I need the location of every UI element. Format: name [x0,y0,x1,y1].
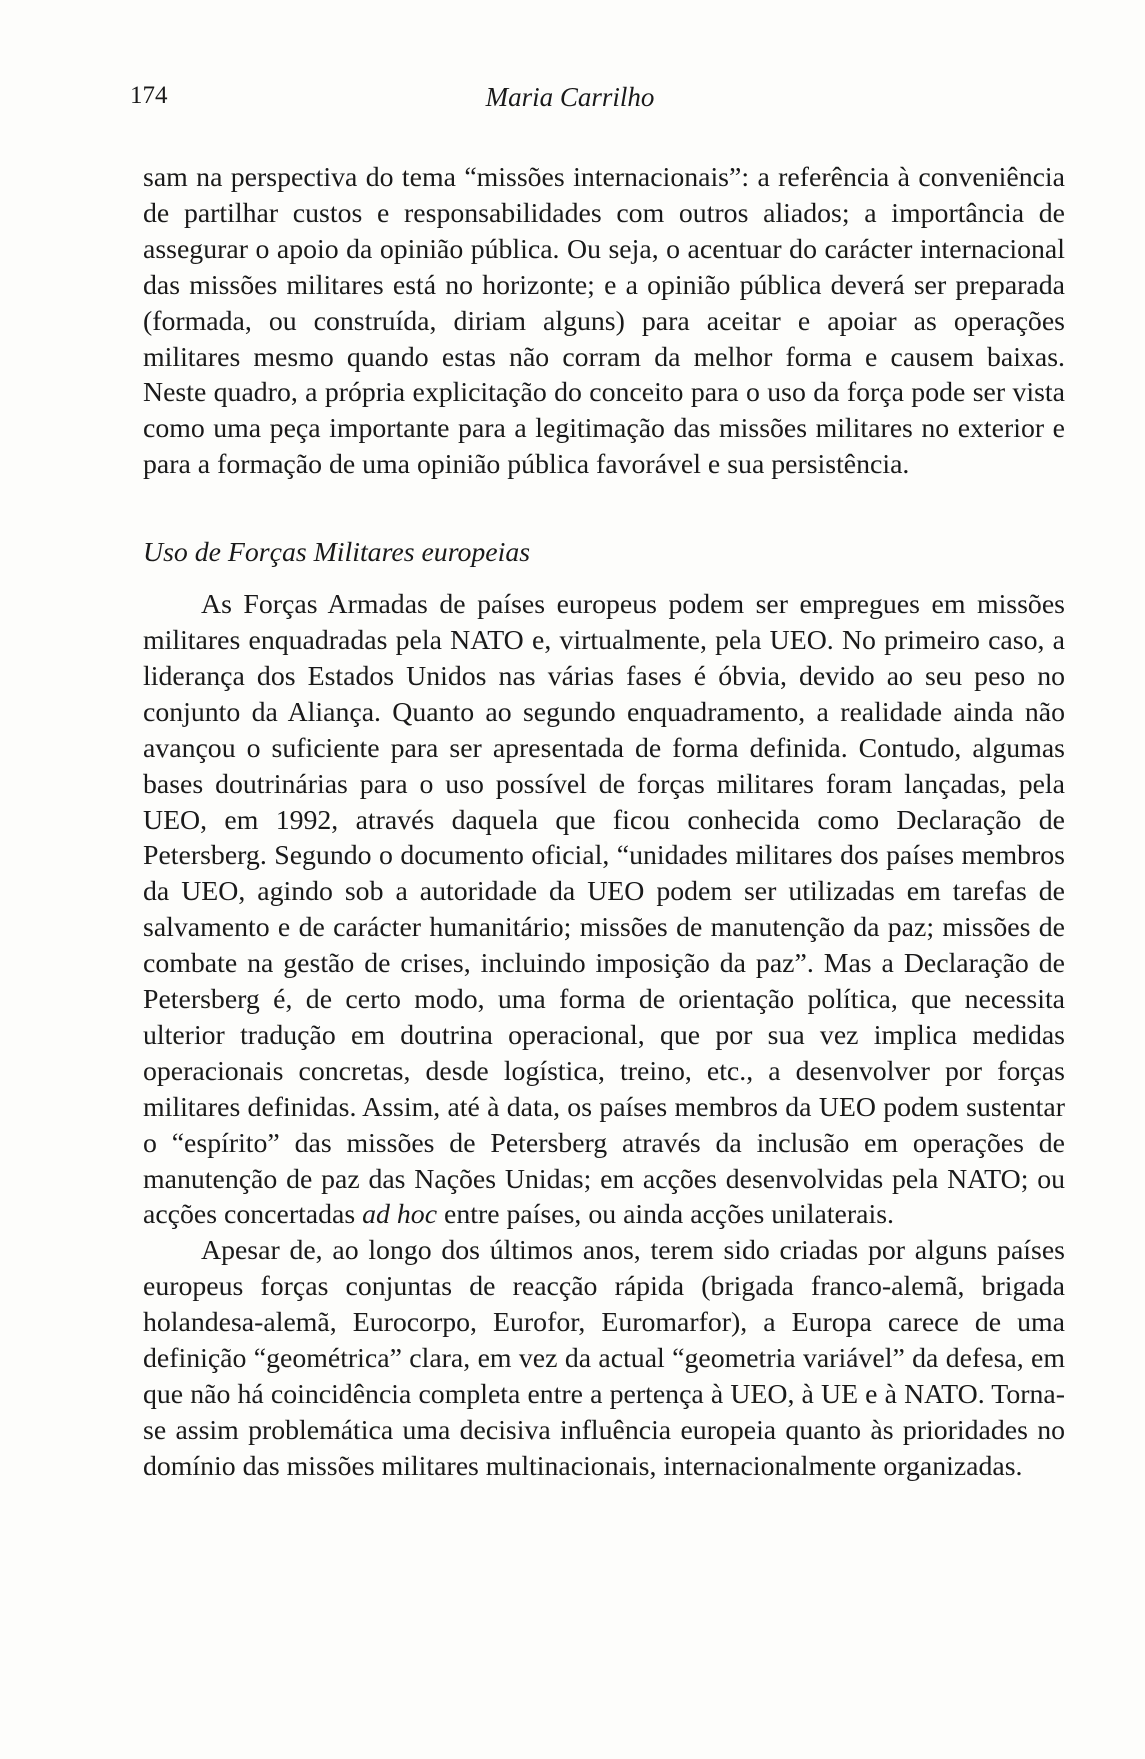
paragraph-text: entre países, ou ainda acções unilaterais. [437,1199,894,1231]
paragraph-text: As Forças Armadas de países europeus podem ser empregues em missões militares enquadradas pela NATO e, virtualmente, pela UEO. No primeiro caso, a liderança dos Estados Unidos nas várias fases é óbvia, devido ao seu peso no conjunto da Aliança. Quanto ao segundo enquadramento, a realidade ainda não avançou o suficiente para ser apresentada de forma definida. Contudo, algumas bases doutrinárias para o uso possível de forças militares foram lançadas, pela UEO, em 1992, através daquela que ficou conhecida como Declaração de Petersberg. Segundo o documento oficial, “unidades militares dos países membros da UEO, agindo sob a autoridade da UEO podem ser utilizadas em tarefas de salvamento e de carácter humanitário; missões de manutenção da paz; missões de combate na gestão de crises, incluindo imposição da paz”. Mas a Declaração de Petersberg é, de certo modo, uma forma de orientação política, que necessita ulterior tradução em doutrina operacional, que por sua vez implica medidas operacionais concretas, desde logística, treino, etc., a desenvolver por forças militares definidas. Assim, até à data, os países membros da UEO podem sustentar o “espírito” das missões de Petersberg através da inclusão em operações de manutenção de paz das Nações Unidas; em acções desenvolvidas pela NATO; ou acções concertadas [143,589,1065,1231]
page-header [130,82,1010,122]
paragraph: Apesar de, ao longo dos últimos anos, terem sido criadas por alguns países europeus forças conjuntas de reacção rápida (brigada franco-alemã, brigada holandesa-alemã, Eurocorpo, Eurofor, Euromarfor), a Europa carece de uma definição “geométrica” clara, em vez da actual “geometria variável” da defesa, em que não há coincidência completa entre a pertença à UEO, à UE e à NATO. Torna-se assim problemática uma decisiva influência europeia quanto às prioridades no domínio das missões militares multinacionais, internacionalmente organizadas. [143,1235,1065,1482]
paragraph [143,587,1065,1233]
page-number: 174 [130,82,168,109]
paragraph: sam na perspectiva do tema “missões internacionais”: a referência à conveniência de partilhar custos e responsabilidades com outros aliados; a importância de assegurar o apoio da opinião pública. Ou seja, o acentuar do carácter internacional das missões militares está no horizonte; e a opinião pública deverá ser preparada (formada, ou construída, diriam alguns) para aceitar e apoiar as operações militares mesmo quando estas não corram da melhor forma e causem baixas. Neste quadro, a própria explicitação do conceito para o uso da força pode ser vista como uma peça importante para a legitimação das missões militares no exterior e para a formação de uma opinião pública favorável e sua persistência. [143,162,1065,481]
body-text [143,160,1065,1485]
italic-term: ad hoc [362,1199,438,1231]
running-head: Maria Carrilho [485,82,655,112]
section-heading: Uso de Forças Militares europeias [143,537,531,569]
